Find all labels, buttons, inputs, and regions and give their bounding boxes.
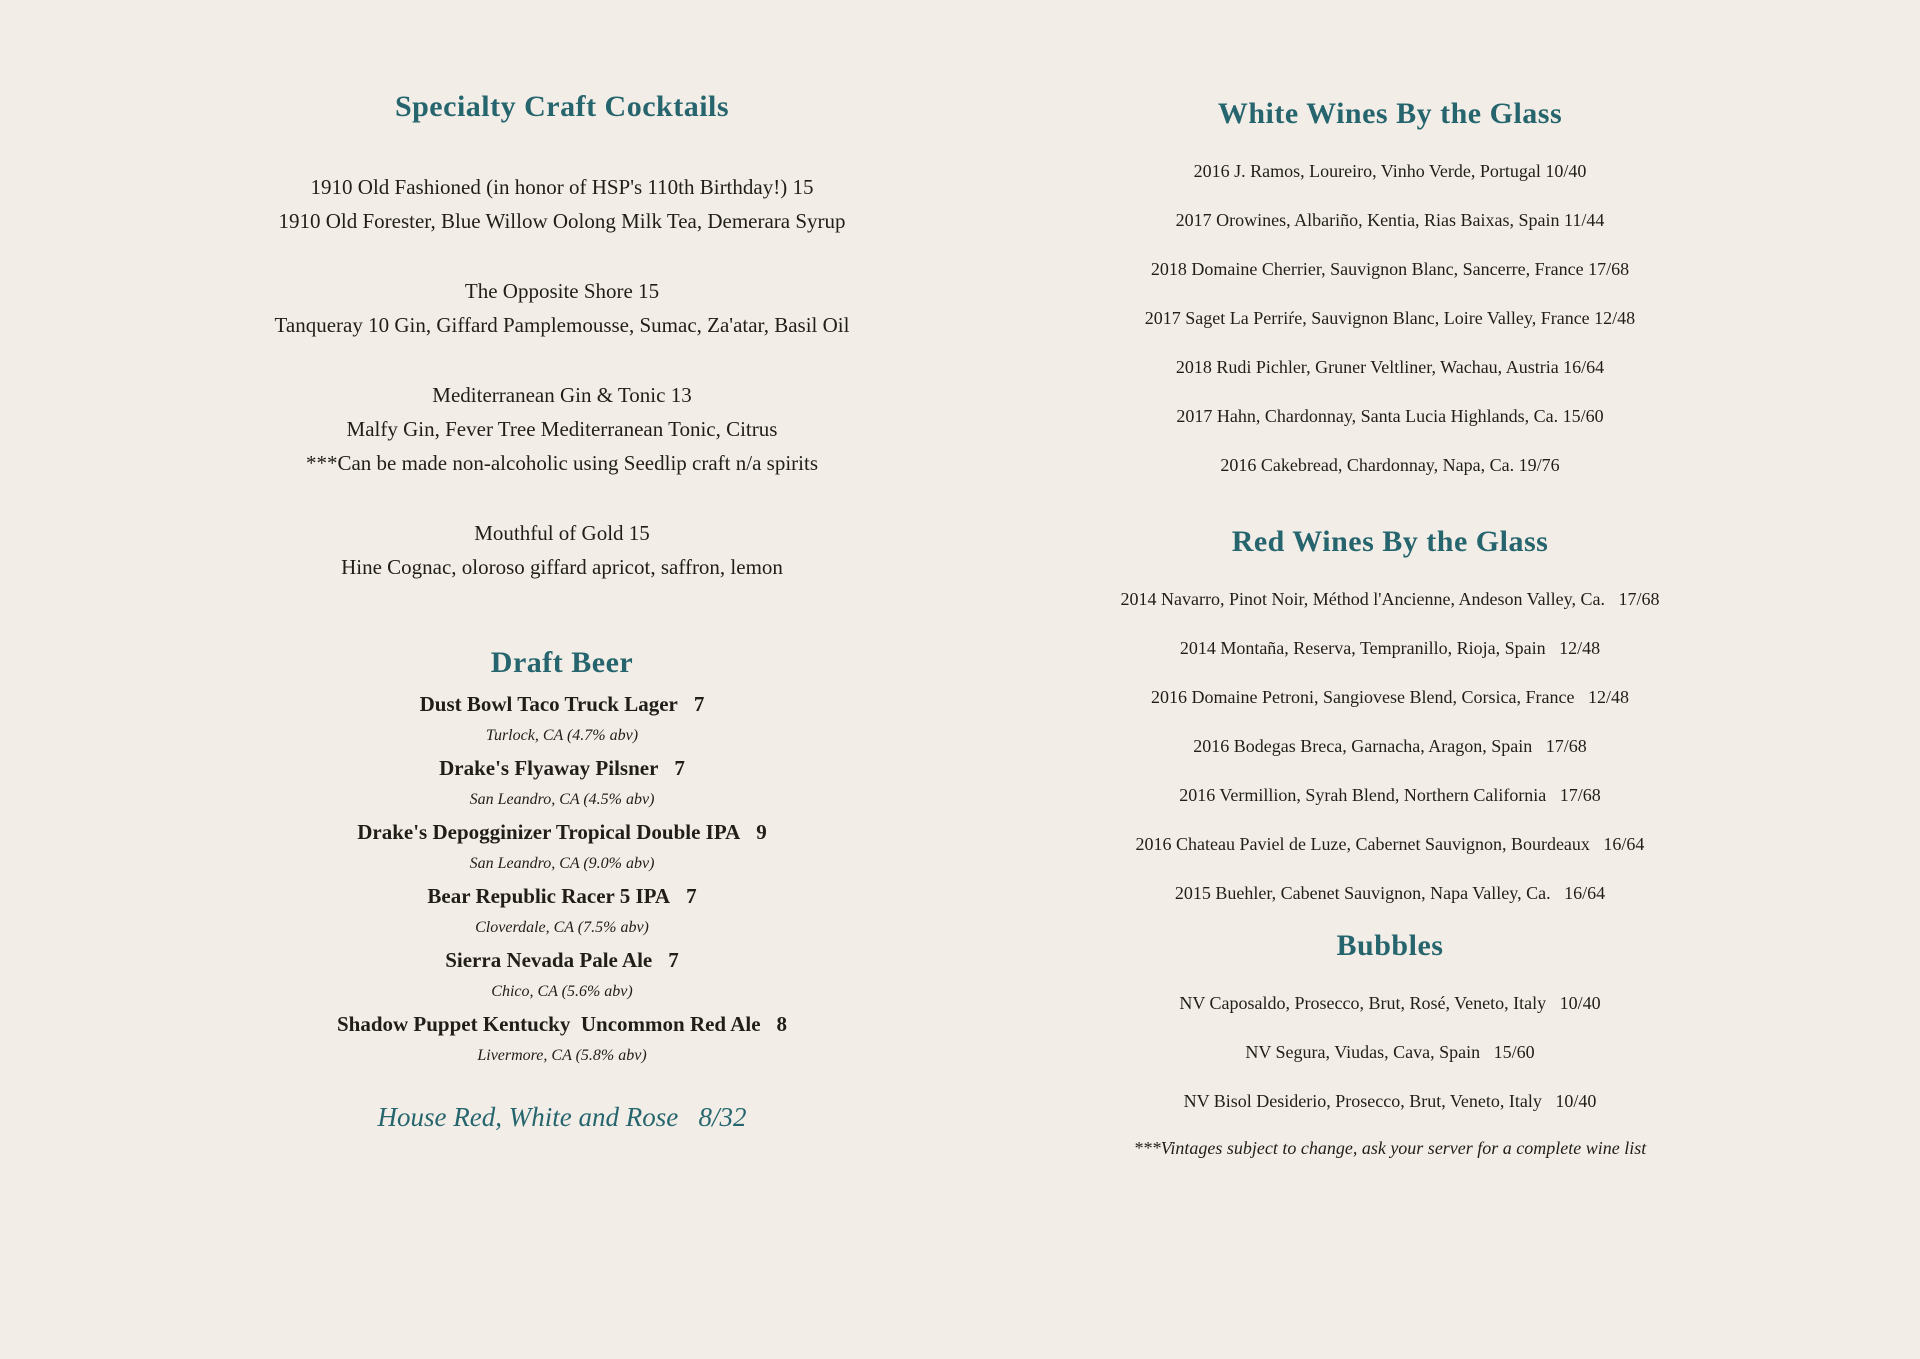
white-wine-item: 2017 Hahn, Chardonnay, Santa Lucia Highlands, Ca. 15/60 [1176,406,1604,426]
beer-price: 7 [674,756,685,780]
beer-item [200,752,924,816]
bubbles-item: NV Bisol Desiderio, Prosecco, Brut, Veneto, Italy 10/40 [1183,1091,1597,1111]
draft-beer-section-title: Draft Beer [490,646,634,679]
beer-price: 7 [668,948,679,972]
left-column [200,0,924,1133]
beer-name-text: Bear Republic Racer 5 IPA [427,884,671,908]
cocktail-item [200,516,924,584]
cocktail-item [200,378,924,480]
beer-name-text: Drake's Flyaway Pilsner [439,756,659,780]
white-wine-item: 2017 Orowines, Albariño, Kentia, Rias Baixas, Spain 11/44 [1175,210,1605,230]
cocktail-ingredients-line: Malfy Gin, Fever Tree Mediterranean Tonic, Citrus [346,417,778,441]
white-wine-item: 2016 J. Ramos, Loureiro, Vinho Verde, Portugal 10/40 [1193,161,1587,181]
beer-origin: San Leandro, CA (9.0% abv) [469,855,655,872]
beer-origin: Cloverdale, CA (7.5% abv) [475,919,649,936]
bubbles-item: NV Caposaldo, Prosecco, Brut, Rosé, Veneto, Italy 10/40 [1179,993,1601,1013]
beer-origin: Turlock, CA (4.7% abv) [485,727,639,744]
beer-name-text: Sierra Nevada Pale Ale [445,948,653,972]
right-column [1040,0,1740,1159]
beer-origin: San Leandro, CA (4.5% abv) [469,791,655,808]
beer-origin: Chico, CA (5.6% abv) [491,983,633,1000]
cocktail-name-line: Mouthful of Gold 15 [474,521,650,545]
bubbles-section-title: Bubbles [1336,929,1444,962]
cocktail-ingredients-line: Hine Cognac, oloroso giffard apricot, saffron, lemon [341,555,783,579]
beer-item [200,688,924,752]
cocktail-item [200,274,924,342]
beer-name [200,816,924,848]
white-wine-item: 2018 Rudi Pichler, Gruner Veltliner, Wachau, Austria 16/64 [1175,357,1605,377]
beer-name-text: Drake's Depogginizer Tropical Double IPA [357,820,741,844]
beer-name [200,944,924,976]
cocktails-section-title: Specialty Craft Cocktails [394,90,730,123]
white-wine-item: 2016 Cakebread, Chardonnay, Napa, Ca. 19/76 [1220,455,1560,475]
beer-list [200,688,924,1072]
white-wines-section-title: White Wines By the Glass [1217,97,1563,130]
beer-name [200,880,924,912]
white-wine-item: 2017 Saget La Perriŕe, Sauvignon Blanc, Loire Valley, France 12/48 [1144,308,1636,328]
beer-item [200,816,924,880]
beer-item [200,944,924,1008]
beer-name-text: Shadow Puppet Kentucky Uncommon Red Ale [336,1012,761,1036]
red-wine-item: 2016 Bodegas Breca, Garnacha, Aragon, Spain 17/68 [1193,736,1587,756]
beer-price: 8 [776,1012,788,1036]
beer-item [200,1008,924,1072]
beer-name-text: Dust Bowl Taco Truck Lager [419,692,678,716]
red-wines-section-title: Red Wines By the Glass [1231,525,1549,558]
beer-price: 7 [693,692,705,716]
red-wine-item: 2016 Vermillion, Syrah Blend, Northern California 17/68 [1179,785,1601,805]
beer-price: 9 [756,820,767,844]
cocktail-item [200,170,924,238]
red-wine-item: 2016 Domaine Petroni, Sangiovese Blend, Corsica, France 12/48 [1151,687,1629,707]
vintages-note: ***Vintages subject to change, ask your server for a complete wine list [1133,1138,1647,1158]
house-wine-line: House Red, White and Rose 8/32 [377,1102,747,1132]
cocktail-ingredients-line: 1910 Old Forester, Blue Willow Oolong Milk Tea, Demerara Syrup [278,209,846,233]
cocktail-name-line: The Opposite Shore 15 [464,279,660,303]
white-wine-item: 2018 Domaine Cherrier, Sauvignon Blanc, Sancerre, France 17/68 [1150,259,1630,279]
red-wine-item: 2014 Navarro, Pinot Noir, Méthod l'Ancienne, Andeson Valley, Ca. 17/68 [1120,589,1660,609]
beer-name [200,1008,924,1040]
cocktail-ingredients-line: Tanqueray 10 Gin, Giffard Pamplemousse, Sumac, Za'atar, Basil Oil [274,313,850,337]
cocktail-note-line: ***Can be made non-alcoholic using Seedlip craft n/a spirits [305,451,819,475]
beer-name [200,752,924,784]
beer-price: 7 [686,884,697,908]
beer-name [200,688,924,720]
cocktail-name-line: 1910 Old Fashioned (in honor of HSP's 110th Birthday!) 15 [310,175,814,199]
bubbles-item: NV Segura, Viudas, Cava, Spain 15/60 [1245,1042,1535,1062]
cocktail-name-line: Mediterranean Gin & Tonic 13 [432,383,692,407]
red-wine-item: 2016 Chateau Paviel de Luze, Cabernet Sauvignon, Bourdeaux 16/64 [1135,834,1645,854]
beer-origin: Livermore, CA (5.8% abv) [477,1047,647,1064]
red-wine-item: 2014 Montaña, Reserva, Tempranillo, Rioja, Spain 12/48 [1179,638,1601,658]
red-wine-item: 2015 Buehler, Cabenet Sauvignon, Napa Valley, Ca. 16/64 [1174,883,1606,903]
beer-item [200,880,924,944]
